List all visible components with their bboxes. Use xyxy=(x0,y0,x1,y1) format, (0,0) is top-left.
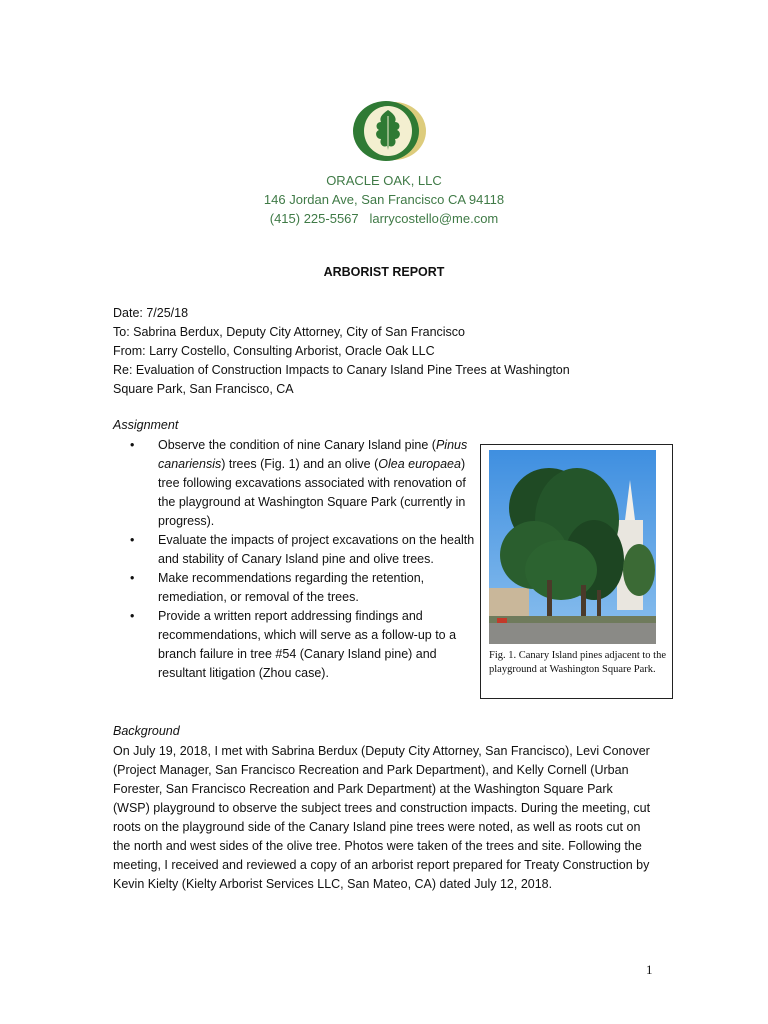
background-paragraph: On July 19, 2018, I met with Sabrina Berdux (Deputy City Attorney, San Francisco), Levi Conover (Project Manager, San Francisco Recreation and Park Department), and Kelly Cornell (Urban Forester, San Francisco Recreation and Park Department) at the Washington Square Park (WSP) playground to observe the subject trees and construction impacts. During the meeting, cut roots on the playground side of the Canary Island pine trees were noted, as well as roots cut on the north and west sides of the olive tree. Photos were taken of the trees and site. Following the meeting, I received and reviewed a copy of an arborist report prepared for Treaty Construction by Kevin Kielty (Kielty Arborist Services LLC, San Mateo, CA) dated July 12, 2018. xyxy=(113,744,651,891)
company-email[interactable]: larrycostello@me.com xyxy=(369,211,499,226)
bullet-icon: • xyxy=(130,533,135,547)
assignment-heading: Assignment xyxy=(113,418,179,432)
company-phone: (415) 225-5567 xyxy=(269,211,359,226)
bullet-text: Observe the condition of nine Canary Island pine ( xyxy=(158,438,436,452)
bullet-text: Evaluate the impacts of project excavations on the health and stability of Canary Island pine and olive trees. xyxy=(158,533,475,566)
canary-island-pines-photo xyxy=(489,450,656,644)
bullet-icon: • xyxy=(130,438,135,452)
oracle-oak-logo xyxy=(348,98,432,164)
species-name: Pinus canariensis xyxy=(158,438,468,471)
bullet-text: ) tree following excavations associated with renovation of the playground at Washington Square Park (currently in progress). xyxy=(158,457,466,528)
meta-to: To: Sabrina Berdux, Deputy City Attorney, City of San Francisco xyxy=(113,325,466,339)
figure-caption: Fig. 1. Canary Island pines adjacent to the playground at Washington Square Park. xyxy=(489,650,666,675)
company-name: ORACLE OAK, LLC xyxy=(326,173,442,188)
bullet-icon: • xyxy=(130,609,135,623)
report-title: ARBORIST REPORT xyxy=(323,265,445,279)
bullet-text: ) trees (Fig. 1) and an olive ( xyxy=(221,457,379,471)
list-item xyxy=(130,607,475,683)
list-item xyxy=(130,436,475,531)
assignment-list xyxy=(130,436,475,683)
list-item xyxy=(130,569,475,607)
bullet-text: Make recommendations regarding the retention, remediation, or removal of the trees. xyxy=(158,571,425,604)
meta-re-line2: Square Park, San Francisco, CA xyxy=(113,382,294,396)
background-heading: Background xyxy=(113,724,180,738)
meta-from: From: Larry Costello, Consulting Arborist, Oracle Oak LLC xyxy=(113,344,435,358)
company-contact xyxy=(0,209,768,228)
list-item xyxy=(130,531,475,569)
meta-date: Date: 7/25/18 xyxy=(113,306,189,320)
meta-re-line1: Re: Evaluation of Construction Impacts to Canary Island Pine Trees at Washington xyxy=(113,363,570,377)
page-number: 1 xyxy=(646,962,653,977)
bullet-icon: • xyxy=(130,571,135,585)
figure-box xyxy=(480,444,673,699)
company-address: 146 Jordan Ave, San Francisco CA 94118 xyxy=(263,192,505,207)
bullet-text: Provide a written report addressing findings and recommendations, which will serve as a follow-up to a branch failure in tree #54 (Canary Island pine) and resultant litigation (Zhou case). xyxy=(158,609,457,680)
species-name: Olea europaea xyxy=(378,457,461,471)
